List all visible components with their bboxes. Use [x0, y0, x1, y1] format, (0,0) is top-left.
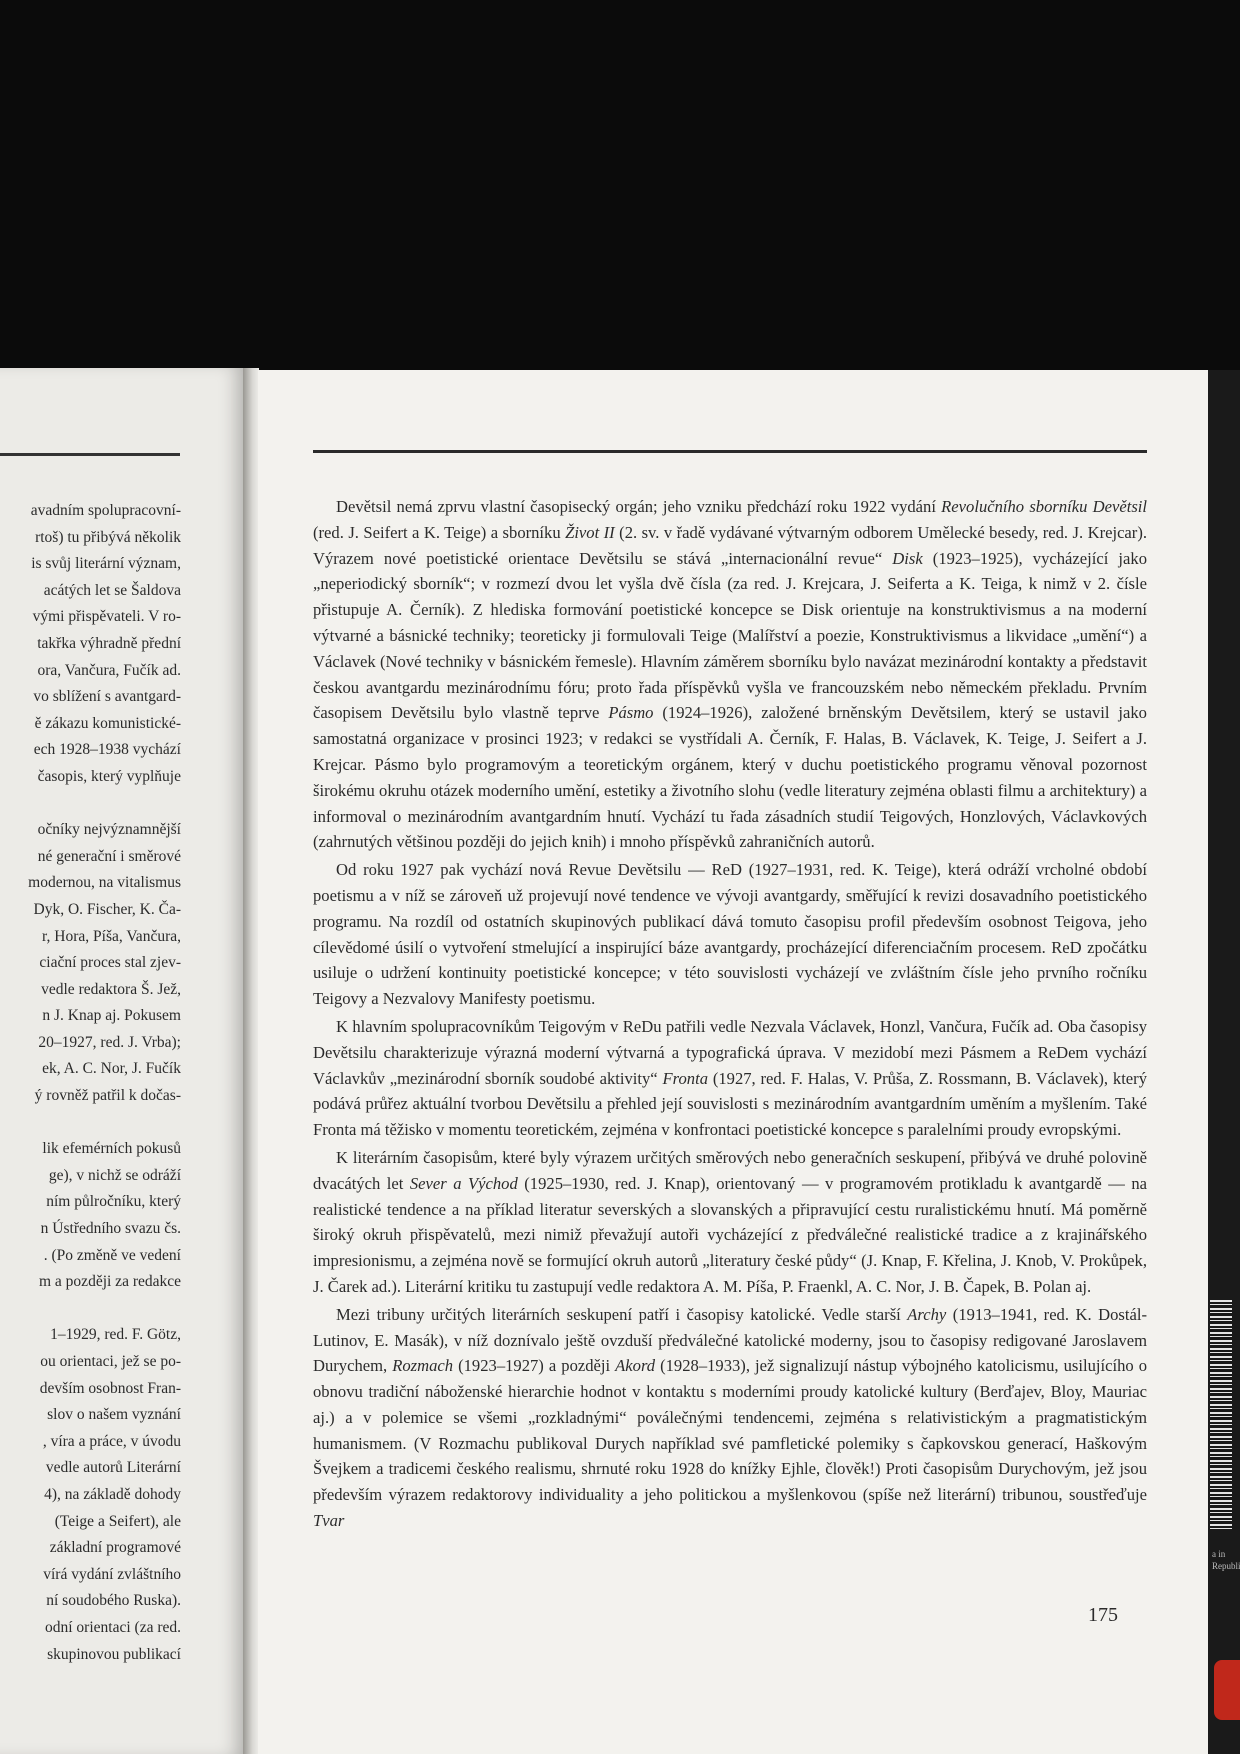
text-run: (red. J. Seifert a K. Teige) a sborníku [313, 522, 566, 542]
page-number: 175 [1088, 1604, 1118, 1626]
left-text-line: slov o našem vyznání [47, 1406, 181, 1424]
left-text-line: ní soudobého Ruska). [46, 1592, 181, 1610]
italic-title: Fronta [662, 1068, 708, 1088]
left-text-line: vírá vydání zvláštního [43, 1565, 181, 1583]
left-text-line: očníky nejvýznamnější [37, 821, 181, 839]
left-text-line: ou orientaci, jež se po- [40, 1353, 181, 1370]
paragraph [313, 857, 1147, 1012]
dark-background [0, 0, 1240, 380]
left-text-line: m a později za redakce [39, 1273, 181, 1291]
text-run: (1923–1927) a později [453, 1356, 616, 1376]
left-page [0, 368, 243, 1754]
edge-text-line: Republi [1212, 1561, 1240, 1571]
left-text-line: ě zákazu komunistické- [34, 714, 181, 732]
text-run: (1927, red. F. Halas, V. Průša, Z. Rossmann, B. Václavek), který podává průřez aktuální tvorbou Devětsilu a přehled její souvislosti s mezinárodním avantgardním uměním a myšlením. Také Fronta má těžisko v momentu teoretickém, zejména v konfrontaci poetistické koncepce s paralelními proudy evropskými. [313, 1068, 1147, 1140]
text-run: (1923–1925), vycházející jako „neperiodický sborník“; v rozmezí dvou let vyšla dvě čísla (za red. J. Krejcara, J. Seiferta a K. Teiga, k nimž v 2. čísle přistupuje A. Černík). Z hlediska formování poetistické koncepce se Disk orientuje na konstruktivismus a na moderní výtvarné a básnické techniky; teoreticky ji formulovali Teige (Malířství a poezie, Konstruktivismus a likvidace „umění“) a Václavek (Nové techniky v básnickém řemesle). Hlavním záměrem sborníku bylo navázat mezinárodní kontakty a představit českou avantgardu mezinárodnímu fóru; proto řada příspěvků vyšla ve francouzském nebo německém překladu. Prvním časopisem Devětsilu bylo vlastně teprve [313, 548, 1147, 723]
left-text-line: ora, Vančura, Fučík ad. [37, 661, 181, 679]
left-text-line: r, Hora, Píša, Vančura, [42, 927, 181, 945]
paragraph [313, 494, 1147, 855]
binding-edge-text [1212, 1548, 1240, 1572]
left-page-text [0, 498, 181, 1668]
left-text-line: časopis, který vyplňuje [37, 767, 181, 785]
text-run: Devětsil nemá zprvu vlastní časopisecký orgán; jeho vzniku předchází roku 1922 vydání [336, 497, 942, 516]
left-text-line: rtoš) tu přibývá několik [35, 528, 181, 546]
italic-title: Akord [615, 1356, 656, 1376]
left-text-line: . (Po změně ve vedení [43, 1246, 181, 1264]
left-text-line: vedle autorů Literární [45, 1459, 181, 1477]
text-run: (2. sv. v řadě vydávané výtvarným odborem Umělecké besedy, red. J. Krejcar). Výrazem nové poetistické orientace Devětsilu se stává „internacionální revue“ [313, 522, 1148, 568]
left-text-line: is svůj literární význam, [31, 555, 181, 573]
text-run: K literárním časopisům, které byly výrazem určitých směrových nebo generačních seskupení, přibývá ve druhé polovině dvacátých let [313, 1147, 1147, 1193]
italic-title: Život II [565, 522, 615, 542]
left-text-line: n Ústředního svazu čs. [40, 1220, 181, 1238]
left-text-line: ciační proces stal zjev- [39, 954, 181, 972]
left-text-line: ý rovněž patřil k dočas- [34, 1087, 181, 1105]
left-text-line: avadním spolupracovní- [30, 502, 181, 519]
text-run: Mezi tribuny určitých literárních seskupení patří i časopisy katolické. Vedle starší [336, 1304, 908, 1324]
left-text-line: takřka výhradně přední [37, 634, 181, 652]
book-gutter [243, 368, 259, 1754]
italic-title: Pásmo [608, 703, 654, 723]
left-text-line: základní programové [49, 1539, 181, 1557]
left-text-line: skupinovou publikací [47, 1645, 181, 1663]
paragraph [313, 1014, 1147, 1143]
red-sticker [1214, 1660, 1240, 1720]
left-text-line: né generační i směrové [37, 847, 181, 865]
left-text-line: 20–1927, red. J. Vrba); [38, 1033, 181, 1051]
left-text-line: ge), v nichž se odráží [48, 1166, 181, 1184]
barcode [1210, 1300, 1232, 1530]
paragraph [313, 1145, 1147, 1300]
left-text-line [0, 1296, 181, 1323]
left-text-line: 1–1929, red. F. Götz, [50, 1326, 181, 1344]
left-text-line: (Teige a Seifert), ale [54, 1512, 181, 1530]
header-rule [313, 450, 1147, 453]
italic-title: Sever a Východ [409, 1173, 518, 1193]
edge-text-line: a in [1212, 1549, 1226, 1559]
left-text-line: ním půlročníku, který [46, 1193, 181, 1211]
left-text-line: vedle redaktora Š. Jež, [41, 980, 181, 998]
left-text-line [0, 791, 181, 818]
left-text-line: ech 1928–1938 vychází [33, 741, 181, 759]
left-text-line: vými přispěvateli. V ro- [32, 608, 181, 626]
text-run: (1928–1933), jež signalizují nástup výbojného katolicismu, usilujícího o obnovu tradiční náboženské hierarchie hodnot v kontaktu s moderními proudy katolické kultury (Berďajev, Bloy, Mauriac aj.) a v polemice se všemi „rozkladnými“ poválečnými tendencemi, zejména s relativistickým a pragmatistickým humanismem. (V Rozmachu publikoval Durych například své pamfletické polemiky s čapkovskou generací, Haškovým Švejkem a tradicemi českého realismu, shrnuté roku 1928 do knížky Ejhle, člověk!) Proti časopisům Durychovým, jež jsou především výrazem redaktorovy individuality a jeho politickou a myšlenkovou (spíše než literární) tribunou, soustřeďuje [313, 1356, 1147, 1505]
left-text-line: acátých let se Šaldova [43, 581, 181, 599]
text-run: (1924–1926), založené brněnským Devětsilem, který se ustavil jako samostatná organizace v prosinci 1923; v redakci se vystřídali A. Černík, F. Halas, B. Václavek, K. Teige, J. Seifert a J. Krejcar. Pásmo bylo programovým a teoretickým orgánem, který v duchu poetistického programu věnoval pozornost širokému okruhu otázek moderního umění, estetiky a životního slohu (vedle literatury zejména oblasti filmu a architektury) a informoval o mezinárodním avantgardním hnutí. Vychází tu řada zásadních studií Teigových, Honzlových, Václavkových (zahrnutých většinou později do jejich knih) i mnoho příspěvků zahraničních autorů. [313, 703, 1147, 852]
left-text-line: odní orientaci (za red. [45, 1618, 181, 1636]
italic-title: Disk [892, 548, 923, 568]
italic-title: Tvar [313, 1511, 345, 1531]
text-run: K hlavním spolupracovníkům Teigovým v ReDu patřili vedle Nezvala Václavek, Honzl, Vančura, Fučík ad. Oba časopisy Devětsilu charakterizuje výrazná moderní výtvarná a typografická úprava. V mezidobí mezi Pásmem a ReDem vychází Václavkův „mezinárodní sborník soudobé aktivity“ [313, 1016, 1147, 1088]
left-text-line: lik efemérních pokusů [42, 1140, 181, 1158]
left-text-line: 4), na základě dohody [44, 1485, 181, 1503]
text-run: (1925–1930, red. J. Knap), orientovaný — v programovém protikladu k avantgardě — na realistické tendence a na příklad literatur severských a slovanských a připravující cestu ruralistickému hnutí. Má poměrně široký okruh přispěvatelů, mezi nimiž převažují autoři vycházející z předválečné realistické tradice a z krajinářského impresionismu, a zejména nově se formující okruh autorů „literatury české půdy“ (J. Knap, F. Křelina, J. Knob, V. Prokůpek, J. Čarek ad.). Literární kritiku tu zastupují vedle redaktora A. M. Píša, P. Fraenkl, A. C. Nor, J. B. Čapek, B. Polan aj. [313, 1173, 1147, 1296]
left-header-rule [0, 453, 180, 456]
left-text-line: modernou, na vitalismus [28, 874, 181, 892]
left-text-line: vo sblížení s avantgard- [33, 688, 181, 706]
left-text-line: n J. Knap aj. Pokusem [42, 1007, 181, 1025]
body-text [313, 494, 1147, 1534]
left-text-line: , víra a práce, v úvodu [42, 1432, 181, 1450]
italic-title: Revolučního sborníku Devětsil [941, 497, 1147, 516]
italic-title: Archy [907, 1304, 947, 1324]
left-text-line: devším osobnost Fran- [39, 1379, 181, 1397]
right-page-edge [1208, 370, 1240, 1754]
text-run: Od roku 1927 pak vychází nová Revue Devětsilu — ReD (1927–1931, red. K. Teige), která odráží vrcholné období poetismu a v níž se zároveň už projevují nové tendence ve vývoji avantgardy, směřující k revizi dosavadního poetistického programu. Na rozdíl od ostatních skupinových publikací dává tomuto časopisu profil především osobnost Teigova, jeho cílevědomé úsilí o vytvoření stmelující a inspirující báze avantgardy, procházející diferenciačním procesem. ReD zpočátku usiluje o udržení kontinuity poetistické koncepce; v této souvislosti vycházejí ve zvláštním čísle jeho prvního ročníku Teigovy a Nezvalovy Manifesty poetismu. [313, 860, 1147, 1009]
left-text-line: ek, A. C. Nor, J. Fučík [42, 1060, 181, 1078]
left-text-line [0, 1110, 181, 1137]
text-run: (1913–1941, red. K. Dostál-Lutinov, E. Masák), v níž doznívalo ještě ovzduší předválečné katolické moderny, jsou to časopisy redigované Jaroslavem Durychem, [313, 1304, 1148, 1376]
paragraph [313, 1302, 1147, 1534]
italic-title: Rozmach [392, 1356, 454, 1376]
left-text-line: Dyk, O. Fischer, K. Ča- [33, 900, 181, 918]
